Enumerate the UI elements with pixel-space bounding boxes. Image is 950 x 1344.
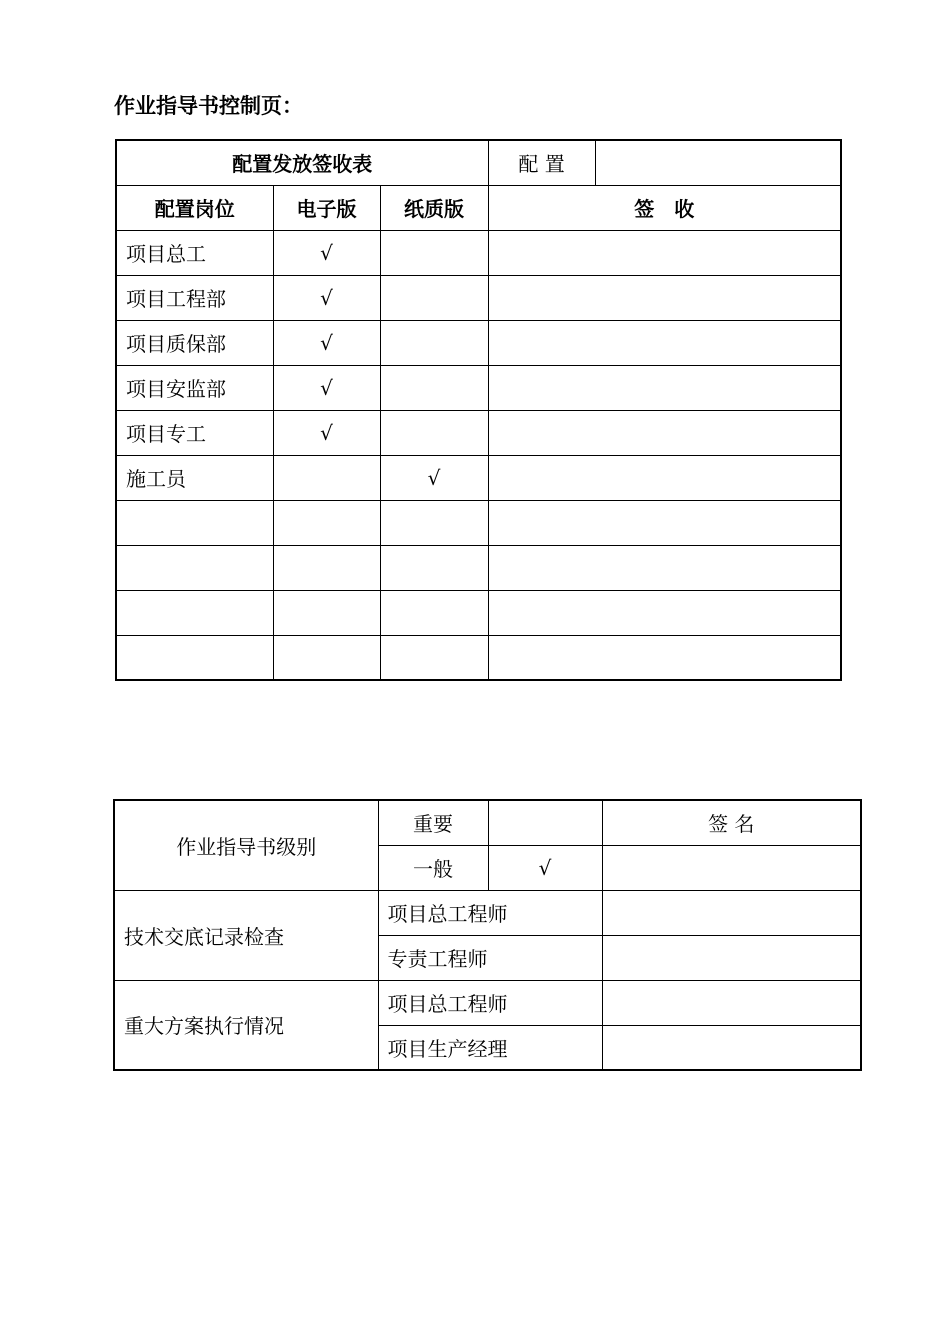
config-value-cell[interactable] (595, 140, 841, 185)
table-row (116, 500, 841, 545)
position-cell: 项目专工 (116, 410, 273, 455)
tech-role-chief-engineer: 项目总工程师 (378, 890, 602, 935)
plan-sign-cell-2[interactable] (602, 1025, 861, 1070)
distribution-table-title: 配置发放签收表 (116, 140, 488, 185)
sign-cell[interactable] (488, 320, 841, 365)
general-label: 一般 (378, 845, 488, 890)
table-row (116, 635, 841, 680)
electronic-mark: √ (273, 410, 380, 455)
paper-mark (380, 410, 488, 455)
position-cell: 项目总工 (116, 230, 273, 275)
position-cell[interactable] (116, 635, 273, 680)
header-paper: 纸质版 (380, 185, 488, 230)
sign-header: 签 名 (602, 800, 861, 845)
paper-mark[interactable] (380, 545, 488, 590)
position-cell[interactable] (116, 590, 273, 635)
plan-role-production-manager: 项目生产经理 (378, 1025, 602, 1070)
electronic-mark: √ (273, 230, 380, 275)
header-sign: 签 收 (488, 185, 841, 230)
important-mark[interactable] (488, 800, 602, 845)
electronic-mark: √ (273, 320, 380, 365)
table-row (116, 590, 841, 635)
plan-sign-cell-1[interactable] (602, 980, 861, 1025)
tech-sign-cell-2[interactable] (602, 935, 861, 980)
sign-cell[interactable] (488, 500, 841, 545)
electronic-mark[interactable] (273, 500, 380, 545)
sign-cell[interactable] (488, 635, 841, 680)
paper-mark[interactable] (380, 500, 488, 545)
position-cell: 施工员 (116, 455, 273, 500)
level-label: 作业指导书级别 (114, 800, 378, 890)
tech-role-specialist-engineer: 专责工程师 (378, 935, 602, 980)
position-cell[interactable] (116, 500, 273, 545)
plan-role-chief-engineer: 项目总工程师 (378, 980, 602, 1025)
sign-cell[interactable] (488, 410, 841, 455)
table-row (116, 410, 841, 455)
position-cell: 项目安监部 (116, 365, 273, 410)
table-row (116, 545, 841, 590)
tech-check-label: 技术交底记录检查 (114, 890, 378, 980)
paper-mark (380, 365, 488, 410)
tech-sign-cell-1[interactable] (602, 890, 861, 935)
electronic-mark (273, 455, 380, 500)
level-check-table (113, 799, 862, 1071)
paper-mark[interactable] (380, 590, 488, 635)
paper-mark (380, 320, 488, 365)
electronic-mark[interactable] (273, 545, 380, 590)
paper-mark (380, 275, 488, 320)
table-row (116, 230, 841, 275)
table-row (116, 320, 841, 365)
position-cell: 项目工程部 (116, 275, 273, 320)
sign-cell[interactable] (488, 275, 841, 320)
table-row (116, 275, 841, 320)
electronic-mark[interactable] (273, 590, 380, 635)
table-row (116, 365, 841, 410)
config-label: 配 置 (488, 140, 595, 185)
sign-cell[interactable] (488, 455, 841, 500)
electronic-mark[interactable] (273, 635, 380, 680)
important-label: 重要 (378, 800, 488, 845)
distribution-sign-table (115, 139, 842, 681)
position-cell: 项目质保部 (116, 320, 273, 365)
plan-exec-label: 重大方案执行情况 (114, 980, 378, 1070)
electronic-mark: √ (273, 275, 380, 320)
paper-mark: √ (380, 455, 488, 500)
paper-mark[interactable] (380, 635, 488, 680)
header-position: 配置岗位 (116, 185, 273, 230)
sign-cell[interactable] (488, 230, 841, 275)
table-row (116, 455, 841, 500)
electronic-mark: √ (273, 365, 380, 410)
general-mark[interactable]: √ (488, 845, 602, 890)
header-electronic: 电子版 (273, 185, 380, 230)
level-sign-cell[interactable] (602, 845, 861, 890)
sign-cell[interactable] (488, 590, 841, 635)
sign-cell[interactable] (488, 545, 841, 590)
page-title: 作业指导书控制页： (114, 94, 303, 118)
position-cell[interactable] (116, 545, 273, 590)
sign-cell[interactable] (488, 365, 841, 410)
paper-mark (380, 230, 488, 275)
